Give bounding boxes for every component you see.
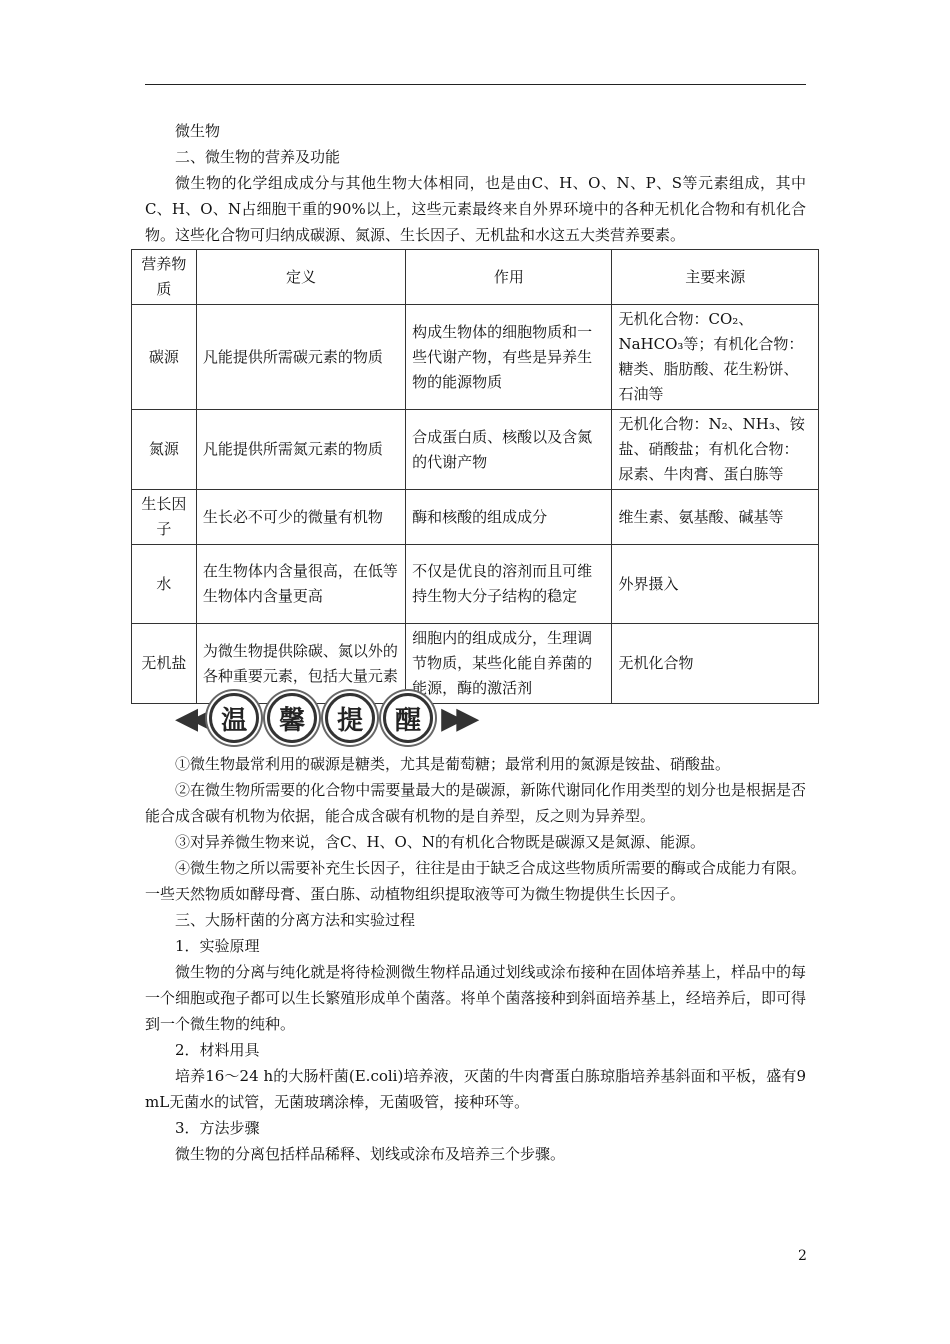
table-cell: 凡能提供所需碳元素的物质 (196, 305, 405, 410)
subheading-principle: 1．实验原理 (175, 937, 260, 955)
table-row (132, 545, 819, 624)
table-cell: 合成蛋白质、核酸以及含氮的代谢产物 (406, 410, 612, 490)
section-heading-2: 二、微生物的营养及功能 (175, 148, 341, 166)
table-cell: 凡能提供所需氮元素的物质 (196, 410, 405, 490)
table-cell: 碳源 (132, 305, 197, 410)
tip-char-wen: 温 (209, 693, 259, 743)
intro-line: 微生物 (175, 122, 221, 140)
double-left-arrow-icon: ◀◀ (175, 700, 206, 736)
table-cell: 无机化合物：CO₂、NaHCO₃等；有机化合物：糖类、脂肪酸、花生粉饼、石油等 (612, 305, 819, 410)
header-definition: 定义 (196, 250, 405, 305)
table-cell: 在生物体内含量很高，在低等生物体内含量更高 (196, 545, 405, 624)
table-row (132, 305, 819, 410)
table-row (132, 410, 819, 490)
header-function: 作用 (406, 250, 612, 305)
table-cell: 无机化合物：N₂、NH₃、铵盐、硝酸盐；有机化合物：尿素、牛肉膏、蛋白胨等 (612, 410, 819, 490)
materials-paragraph: 培养16～24 h的大肠杆菌(E.coli)培养液，灭菌的牛肉膏蛋白胨琼脂培养基斜面和平板，盛有9 mL无菌水的试管，无菌玻璃涂棒，无菌吸管，接种环等。 (145, 1067, 806, 1111)
tip-char-xin: 馨 (267, 693, 317, 743)
table-cell: 无机盐 (132, 624, 197, 704)
table-cell: 生长必不可少的微量有机物 (196, 490, 405, 545)
subheading-materials: 2．材料用具 (175, 1041, 260, 1059)
page-number: 2 (798, 1248, 807, 1264)
table-cell: 生长因子 (132, 490, 197, 545)
table-cell: 氮源 (132, 410, 197, 490)
table-cell: 为微生物提供除碳、氮以外的各种重要元素，包括大量元素 (196, 624, 405, 704)
intro-paragraph: 微生物的化学组成成分与其他生物大体相同，也是由C、H、O、N、P、S等元素组成，其中C、H、O、N占细胞干重的90%以上，这些元素最终来自外界环境中的各种无机化合物和有机化合物。这些化合物可归纳成碳源、氮源、生长因子、无机盐和水这五大类营养要素。 (145, 174, 806, 244)
double-right-arrow-icon: ▶▶ (441, 700, 472, 736)
table-row (132, 490, 819, 545)
subheading-steps: 3．方法步骤 (175, 1119, 260, 1137)
header-nutrient: 营养物质 (132, 250, 197, 305)
tip-4: ④微生物之所以需要补充生长因子，往往是由于缺乏合成这些物质所需要的酶或合成能力有限。一些天然物质如酵母膏、蛋白胨、动植物组织提取液等可为微生物提供生长因子。 (145, 859, 806, 903)
tips-and-section3 (145, 751, 806, 1167)
table-header-row (132, 250, 819, 305)
steps-paragraph: 微生物的分离包括样品稀释、划线或涂布及培养三个步骤。 (175, 1145, 566, 1163)
table-cell: 无机化合物 (612, 624, 819, 704)
table-cell: 外界摄入 (612, 545, 819, 624)
principle-paragraph: 微生物的分离与纯化就是将待检测微生物样品通过划线或涂布接种在固体培养基上，样品中的每一个细胞或孢子都可以生长繁殖形成单个菌落。将单个菌落接种到斜面培养基上，经培养后，即可得到一个微生物的纯种。 (145, 963, 806, 1033)
tip-char-xing: 醒 (383, 693, 433, 743)
tip-banner (175, 690, 471, 746)
section-heading-3: 三、大肠杆菌的分离方法和实验过程 (175, 911, 416, 929)
table-cell: 构成生物体的细胞物质和一些代谢产物，有些是异养生物的能源物质 (406, 305, 612, 410)
header-source: 主要来源 (612, 250, 819, 305)
table-cell: 水 (132, 545, 197, 624)
nutrient-table (131, 249, 819, 704)
table-cell: 不仅是优良的溶剂而且可维持生物大分子结构的稳定 (406, 545, 612, 624)
intro-section (145, 118, 806, 248)
tip-2: ②在微生物所需要的化合物中需要量最大的是碳源，新陈代谢同化作用类型的划分也是根据是否能合成含碳有机物为依据，能合成含碳有机物的是自养型，反之则为异养型。 (145, 781, 806, 825)
table-cell: 酶和核酸的组成成分 (406, 490, 612, 545)
table-cell: 维生素、氨基酸、碱基等 (612, 490, 819, 545)
tip-1: ①微生物最常利用的碳源是糖类，尤其是葡萄糖；最常利用的氮源是铵盐、硝酸盐。 (175, 755, 731, 773)
header-rule (145, 84, 806, 85)
tip-3: ③对异养微生物来说，含C、H、O、N的有机化合物既是碳源又是氮源、能源。 (175, 833, 705, 851)
table-cell: 细胞内的组成成分，生理调节物质，某些化能自养菌的能源，酶的激活剂 (406, 624, 612, 704)
tip-char-ti: 提 (325, 693, 375, 743)
